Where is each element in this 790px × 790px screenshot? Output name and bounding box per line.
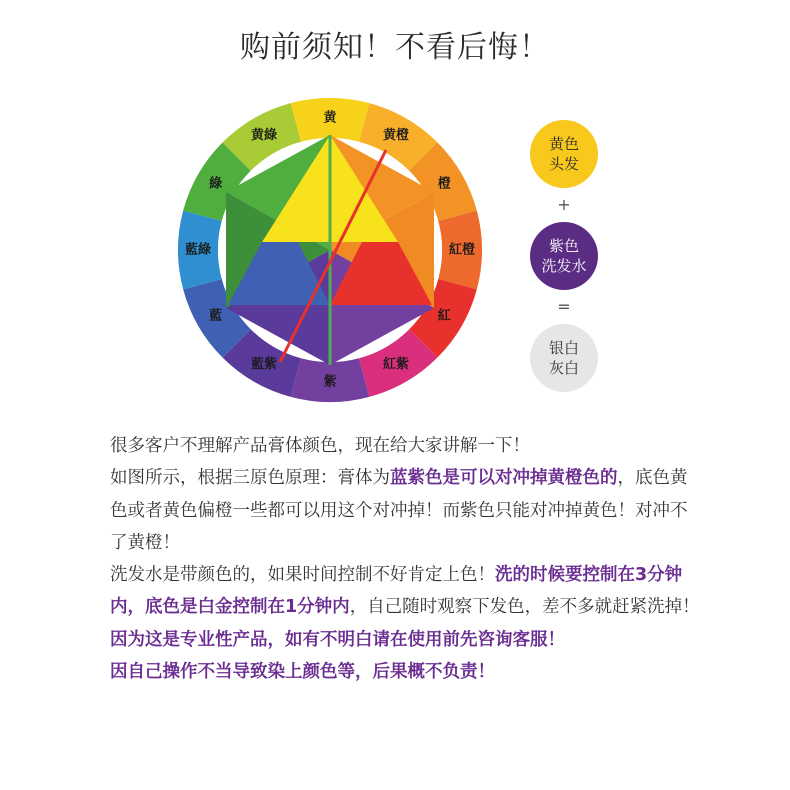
wheel-segment-label: 藍紫 xyxy=(250,356,278,372)
timing-text: 洗发水是带颜色的，如果时间控制不好肯定上色！ xyxy=(110,565,495,586)
wheel-segment-label: 紅 xyxy=(437,308,451,324)
timing-paragraph xyxy=(110,559,700,624)
consult-warning: 因为这是专业性产品，如有不明白请在使用前先咨询客服！ xyxy=(110,629,565,650)
timing-highlight: 洗的时候要控制在3分钟内，底色是白金控制在1分钟内 xyxy=(110,565,683,618)
principle-paragraph xyxy=(110,462,700,559)
wheel-segment-label: 紅橙 xyxy=(448,242,476,258)
plus-sign: + xyxy=(557,195,571,214)
equals-sign: = xyxy=(557,297,571,316)
purple-shampoo-badge: 紫色 洗发水 xyxy=(530,222,598,290)
principle-text-rest: ，底色黄色或者黄色偏橙一些都可以用这个对冲掉！而紫色只能对冲掉黄色！对冲不了黄橙！ xyxy=(110,468,688,553)
wheel-segment-label: 綠 xyxy=(209,176,223,192)
wheel-segment-label: 黄 xyxy=(323,110,337,126)
yellow-hair-badge: 黄色 头发 xyxy=(530,120,598,188)
wheel-segment-label: 黄橙 xyxy=(382,128,410,144)
wheel-segment-label: 紫 xyxy=(323,374,337,390)
wheel-segment-label: 紅紫 xyxy=(382,356,410,372)
liability-warning: 因自己操作不当导致染上颜色等，后果概不负责！ xyxy=(110,662,495,683)
principle-text: 如图所示，根据三原色原理：膏体为 xyxy=(110,468,390,489)
color-formula xyxy=(520,120,610,392)
principle-highlight: 蓝紫色是可以对冲掉黄橙色的 xyxy=(390,468,618,489)
wheel-segment-label: 藍 xyxy=(209,308,223,324)
wheel-segment-label: 黄綠 xyxy=(250,128,278,144)
intro-line: 很多客户不理解产品膏体颜色，现在给大家讲解一下！ xyxy=(110,436,530,456)
timing-text-rest: ，自己随时观察下发色，差不多就赶紧洗掉！ xyxy=(349,597,700,618)
wheel-segment-label: 橙 xyxy=(437,176,451,192)
page-title: 购前须知！不看后悔！ xyxy=(240,30,550,65)
color-wheel xyxy=(170,90,490,410)
explanation-text xyxy=(110,430,700,688)
silver-white-badge: 银白 灰白 xyxy=(530,324,598,392)
wheel-segment-label: 藍綠 xyxy=(184,242,212,258)
